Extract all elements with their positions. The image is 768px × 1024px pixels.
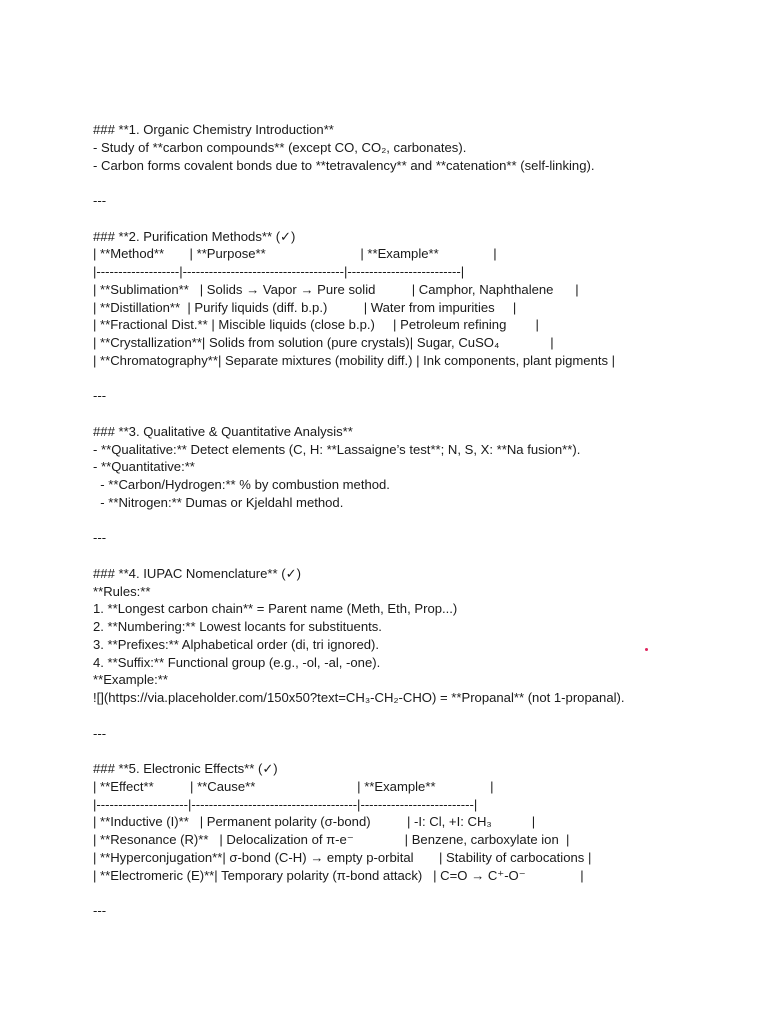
text-line: ![](https://via.placeholder.com/150x50?text=CH₃-CH₂-CHO) = **Propanal** (not 1-propanal). xyxy=(93,690,625,705)
text-line: ### **3. Qualitative & Quantitative Analysis** xyxy=(93,423,353,439)
text-line: | **Fractional Dist.** | Miscible liquids (close b.p.) | Petroleum refining | xyxy=(93,317,539,333)
text-line: ### **5. Electronic Effects** (✓) xyxy=(93,761,278,776)
text-line: - **Quantitative:** xyxy=(93,459,195,475)
separator-line: --- xyxy=(93,388,107,404)
blank-line xyxy=(93,405,753,423)
text-line: |-------------------|-------------------------------------|--------------------------| xyxy=(93,264,465,279)
text-line: 2. **Numbering:** Lowest locants for substituents. xyxy=(93,619,382,634)
blank-line xyxy=(93,707,753,725)
separator-line: --- xyxy=(93,903,107,918)
separator-line: --- xyxy=(93,530,107,546)
text-line: | **Crystallization**| Solids from solution (pure crystals)| Sugar, CuSO₄ | xyxy=(93,335,554,350)
blank-line xyxy=(93,370,753,388)
text-line: - Carbon forms covalent bonds due to **tetravalency** and **catenation** (self-linking). xyxy=(93,157,595,173)
blank-line xyxy=(93,547,753,565)
text-line: | **Distillation** | Purify liquids (diff. b.p.) | Water from impurities | xyxy=(93,299,517,315)
blank-line xyxy=(93,174,753,192)
blank-line xyxy=(93,742,753,760)
text-line: ### **1. Organic Chemistry Introduction** xyxy=(93,122,334,137)
text-line: 4. **Suffix:** Functional group (e.g., -ol, -al, -one). xyxy=(93,654,381,670)
text-line: | **Sublimation** | Solids → Vapor → Pure solid | Camphor, Naphthalene | xyxy=(93,281,579,297)
text-line: - Study of **carbon compounds** (except CO, CO₂, carbonates). xyxy=(93,139,467,155)
blank-line xyxy=(93,210,753,228)
text-line: | **Inductive (I)** | Permanent polarity (σ-bond) | -I: Cl, +I: CH₃ | xyxy=(93,814,536,830)
text-line: | **Effect** | **Cause** | **Example** | xyxy=(93,778,494,794)
red-dot-mark xyxy=(645,648,648,651)
text-line: |---------------------|--------------------------------------|--------------------------| xyxy=(93,796,478,812)
separator-line: --- xyxy=(93,193,107,208)
text-line: | **Method** | **Purpose** | **Example** | xyxy=(93,246,497,262)
text-line: - **Qualitative:** Detect elements (C, H: **Lassaigne’s test**; N, S, X: **Na fusion**). xyxy=(93,441,581,457)
text-line: **Rules:** xyxy=(93,583,151,599)
blank-line xyxy=(93,884,753,902)
text-line: - **Nitrogen:** Dumas or Kjeldahl method. xyxy=(93,494,344,510)
text-line: ### **4. IUPAC Nomenclature** (✓) xyxy=(93,565,301,581)
text-line: | **Hyperconjugation**| σ-bond (C-H) → empty p-orbital | Stability of carbocations | xyxy=(93,849,592,865)
text-line: 3. **Prefixes:** Alphabetical order (di, tri ignored). xyxy=(93,636,380,652)
text-line: - **Carbon/Hydrogen:** % by combustion method. xyxy=(93,477,390,492)
text-line: 1. **Longest carbon chain** = Parent name (Meth, Eth, Prop...) xyxy=(93,601,458,617)
text-line: **Example:** xyxy=(93,672,168,688)
text-line: ### **2. Purification Methods** (✓) xyxy=(93,228,296,244)
separator-line: --- xyxy=(93,725,107,741)
text-line: | **Chromatography**| Separate mixtures (mobility diff.) | Ink components, plant pigments | xyxy=(93,352,616,368)
text-line: | **Resonance (R)** | Delocalization of π-e⁻ | Benzene, carboxylate ion | xyxy=(93,832,570,847)
text-line: | **Electromeric (E)**| Temporary polarity (π-bond attack) | C=O → C⁺-O⁻ | xyxy=(93,867,584,883)
document-body xyxy=(93,121,753,920)
blank-line xyxy=(93,512,753,530)
